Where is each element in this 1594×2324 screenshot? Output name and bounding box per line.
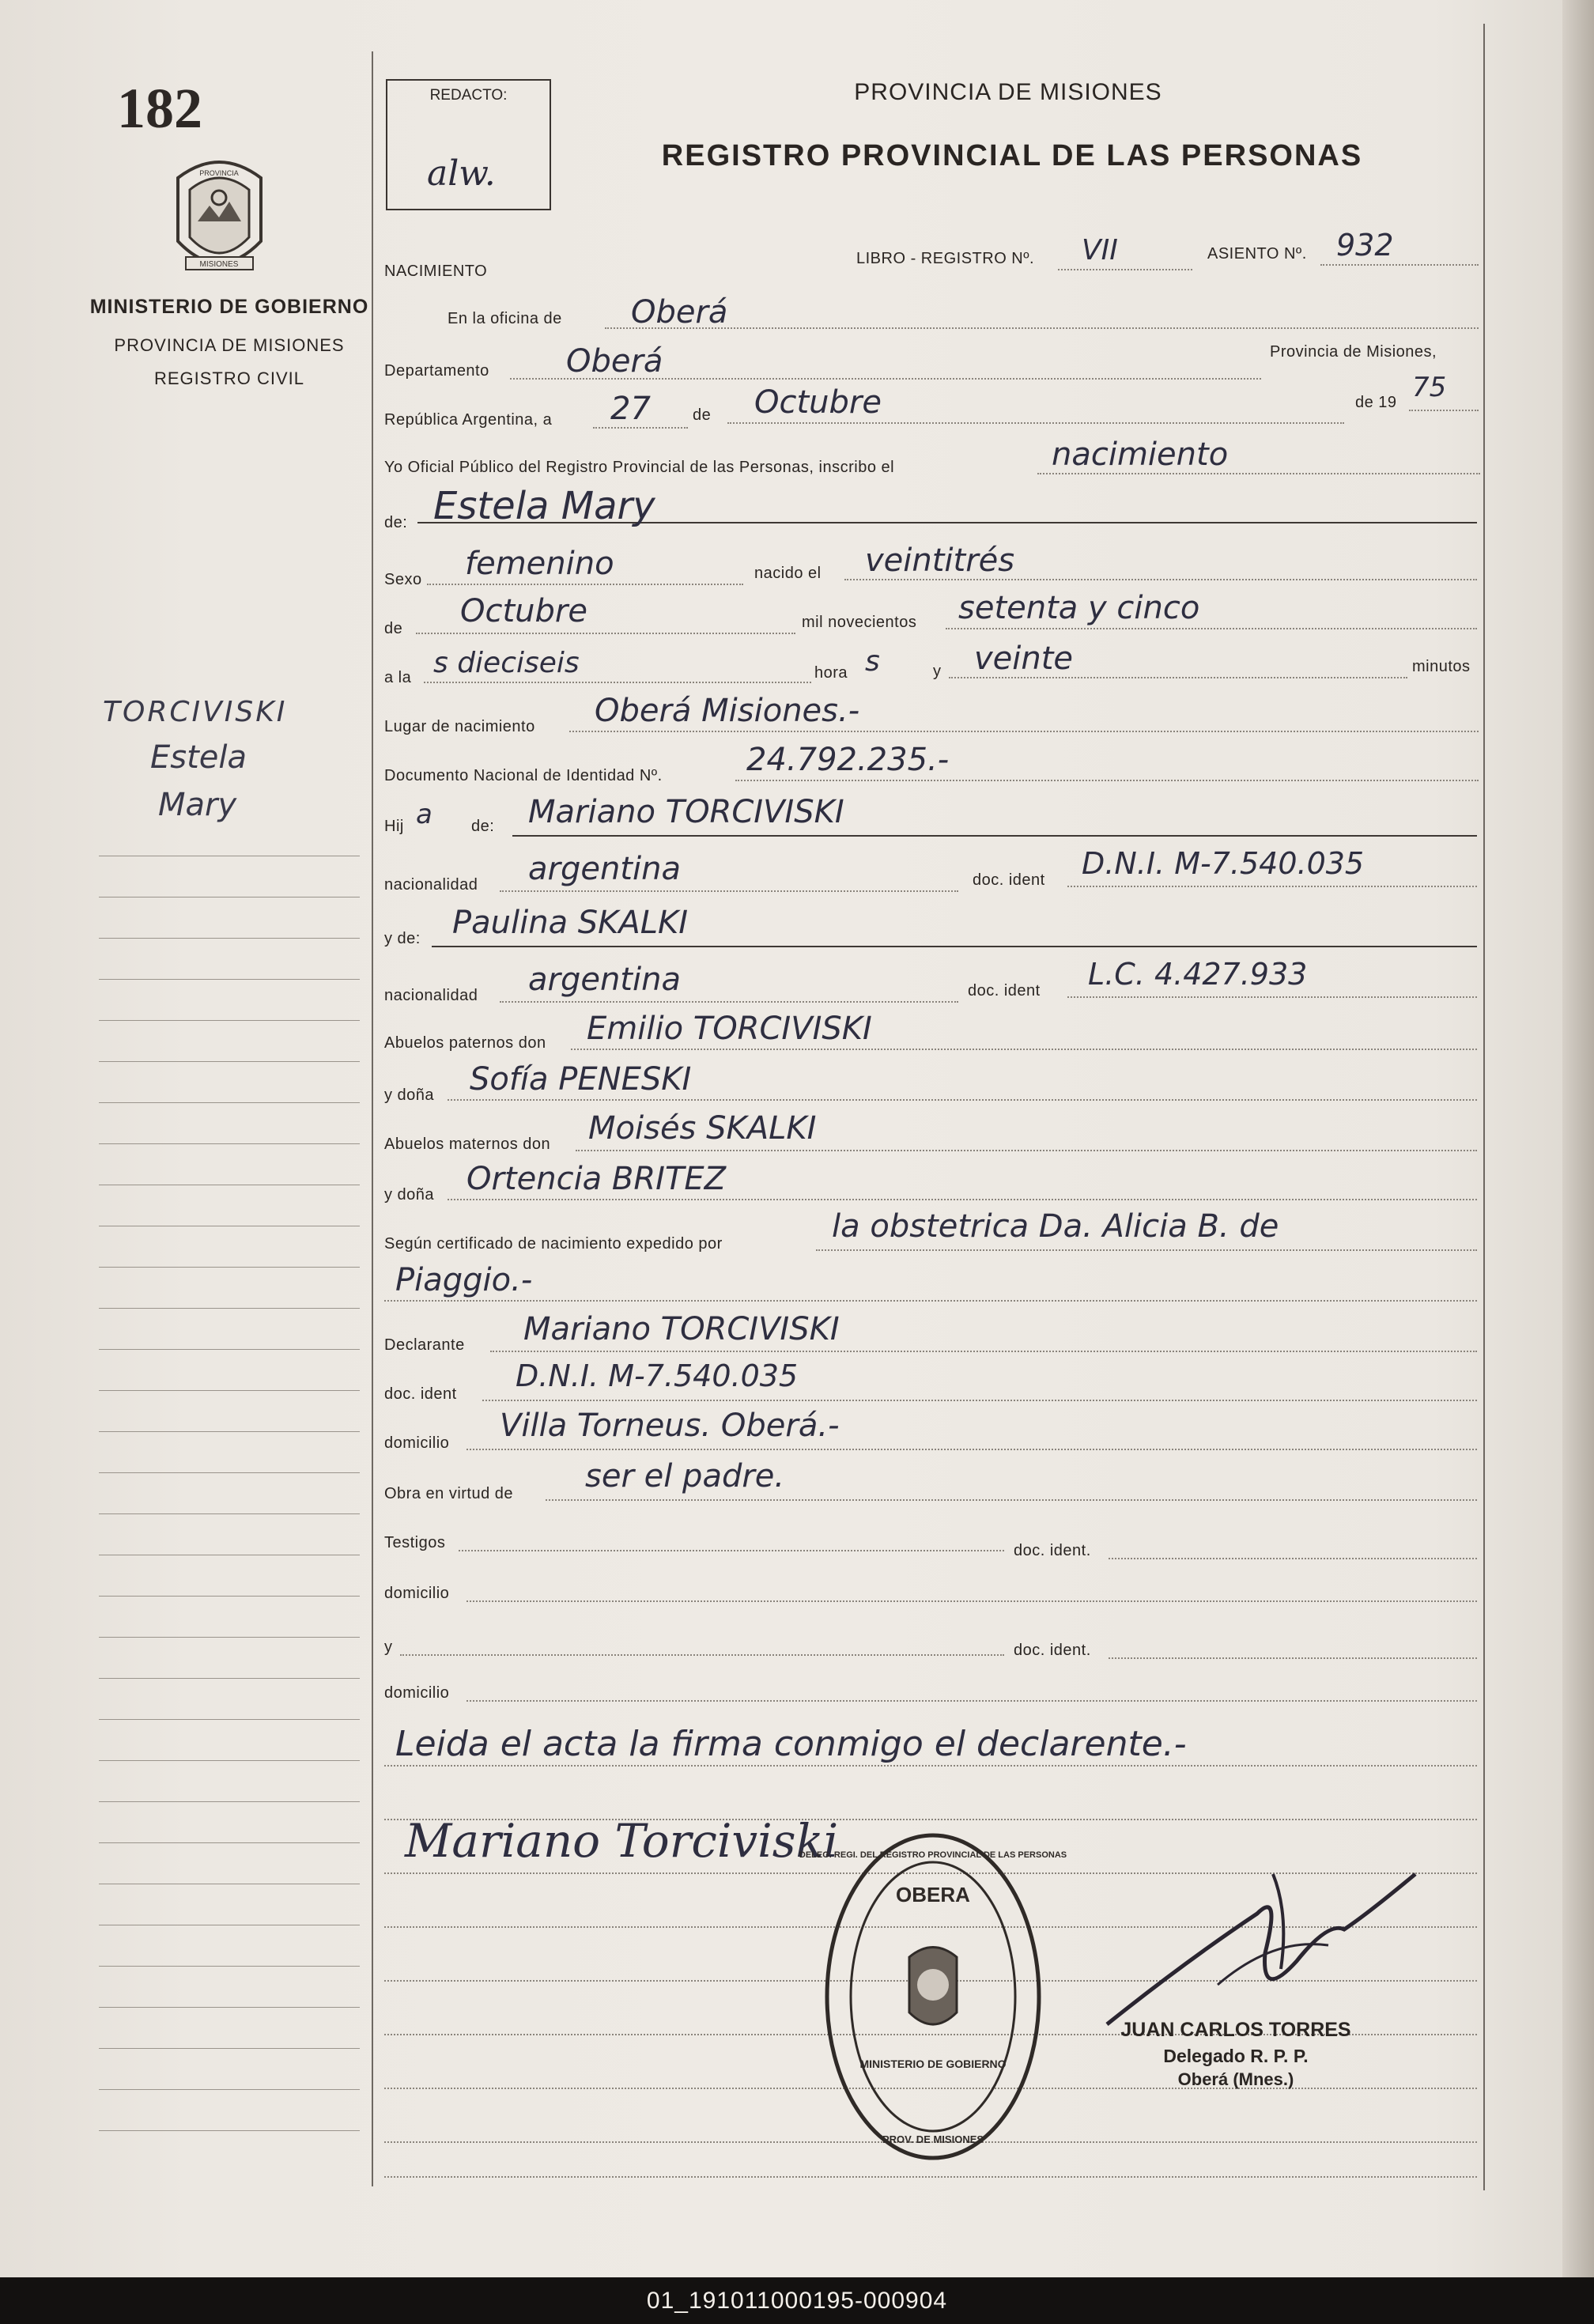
testigo2-domicilio-label: domicilio bbox=[384, 1684, 450, 1702]
provincia-left-label: PROVINCIA DE MISIONES bbox=[114, 335, 345, 355]
padre-doc-value: D.N.I. M-7.540.035 bbox=[1082, 846, 1365, 881]
domicilio-value: Villa Torneus. Oberá.- bbox=[500, 1408, 840, 1444]
certificado-label: Según certificado de nacimiento expedido por bbox=[384, 1235, 723, 1253]
stamp-city: OBERA bbox=[896, 1883, 970, 1906]
abuela-paterna-value: Sofía PENESKI bbox=[470, 1061, 692, 1098]
padre-doc-label: doc. ident bbox=[973, 871, 1045, 889]
hijo-label: Hij bbox=[384, 818, 404, 835]
certificado-value-2: Piaggio.- bbox=[395, 1262, 533, 1298]
y-testigo-label: y bbox=[384, 1638, 393, 1656]
dona-paterna-label: y doña bbox=[384, 1086, 435, 1104]
republica-label: República Argentina, a bbox=[384, 411, 553, 429]
stamp-inner: MINISTERIO DE GOBIERNO bbox=[859, 2058, 1007, 2070]
abuelo-paterno-value: Emilio TORCIVISKI bbox=[587, 1011, 872, 1047]
certificado-value-1: la obstetrica Da. Alicia B. de bbox=[832, 1208, 1279, 1245]
nombre-value: Estela Mary bbox=[433, 484, 655, 528]
mes-value: Octubre bbox=[754, 384, 882, 421]
redacto-box bbox=[386, 79, 551, 210]
hijo-letter: a bbox=[416, 799, 432, 830]
de-mes-label: de bbox=[384, 620, 403, 637]
hora-s-value: s bbox=[865, 645, 880, 678]
stamp-ring-text: DELEG. REGI. DEL REGISTRO PROVINCIAL DE LAS PERSONAS bbox=[799, 1850, 1067, 1860]
nacido-anio-value: setenta y cinco bbox=[958, 590, 1200, 626]
hora-value: s dieciseis bbox=[433, 647, 580, 679]
y-label: y bbox=[933, 663, 942, 680]
padre-nacionalidad-value: argentina bbox=[528, 851, 681, 887]
testigo2-doc-label: doc. ident. bbox=[1014, 1642, 1091, 1659]
margin-name-2: Mary bbox=[158, 787, 237, 823]
mil-novecientos-label: mil novecientos bbox=[802, 614, 917, 631]
dni-label: Documento Nacional de Identidad Nº. bbox=[384, 767, 663, 784]
obra-label: Obra en virtud de bbox=[384, 1485, 514, 1502]
asiento-label: ASIENTO Nº. bbox=[1207, 245, 1307, 263]
declarante-doc-label: doc. ident bbox=[384, 1385, 457, 1403]
lugar-value: Oberá Misiones.- bbox=[595, 693, 860, 729]
stamp-bottom: PROV. DE MISIONES bbox=[882, 2133, 984, 2145]
padre-nacionalidad-label: nacionalidad bbox=[384, 876, 478, 894]
abuelo-materno-value: Moisés SKALKI bbox=[588, 1110, 817, 1147]
madre-doc-label: doc. ident bbox=[968, 982, 1041, 1000]
a-la-label: a la bbox=[384, 669, 412, 686]
redacto-initials: alw. bbox=[427, 153, 496, 194]
official-name: JUAN CARLOS TORRES bbox=[1120, 2019, 1351, 2041]
page-edge bbox=[1562, 0, 1594, 2277]
testigos-label: Testigos bbox=[384, 1534, 446, 1551]
oficina-label: En la oficina de bbox=[448, 310, 562, 327]
y-de-label: y de: bbox=[384, 930, 421, 947]
dia-value: 27 bbox=[610, 391, 651, 427]
madre-nacionalidad-value: argentina bbox=[528, 962, 681, 998]
testigo-domicilio-label: domicilio bbox=[384, 1585, 450, 1602]
madre-value: Paulina SKALKI bbox=[452, 905, 689, 941]
registro-civil-label: REGISTRO CIVIL bbox=[153, 368, 305, 388]
official-seal-icon bbox=[799, 1831, 1067, 2163]
crest-text-top: PROVINCIA bbox=[199, 169, 239, 177]
libro-value: VII bbox=[1082, 234, 1118, 266]
madre-nacionalidad-label: nacionalidad bbox=[384, 987, 478, 1004]
folio-number: 182 bbox=[117, 77, 202, 140]
declarante-doc-value: D.N.I. M-7.540.035 bbox=[516, 1359, 799, 1393]
anio-value: 75 bbox=[1412, 372, 1447, 403]
provincia-header: PROVINCIA DE MISIONES bbox=[854, 79, 1162, 105]
abuelos-paternos-label: Abuelos paternos don bbox=[384, 1034, 546, 1052]
abuelos-maternos-label: Abuelos maternos don bbox=[384, 1136, 551, 1153]
nacido-mes-value: Octubre bbox=[460, 593, 587, 629]
lugar-label: Lugar de nacimiento bbox=[384, 718, 535, 735]
margin-surname: TORCIVISKI bbox=[103, 696, 288, 728]
departamento-value: Oberá bbox=[566, 343, 663, 380]
asiento-value: 932 bbox=[1336, 228, 1394, 263]
firma-declarante: Mariano Torciviski bbox=[405, 1814, 839, 1868]
official-city: Oberá (Mnes.) bbox=[1177, 2069, 1294, 2089]
nacido-label: nacido el bbox=[754, 565, 822, 582]
redacto-label: REDACTO: bbox=[429, 87, 508, 104]
oficial-label: Yo Oficial Público del Registro Provincial de las Personas, inscribo el bbox=[384, 459, 895, 476]
registro-title: REGISTRO PROVINCIAL DE LAS PERSONAS bbox=[661, 139, 1363, 172]
footer-code: 01_191011000195-000904 bbox=[0, 2277, 1594, 2324]
declarante-value: Mariano TORCIVISKI bbox=[523, 1311, 840, 1347]
padre-value: Mariano TORCIVISKI bbox=[528, 794, 844, 830]
abuela-materna-value: Ortencia BRITEZ bbox=[466, 1161, 727, 1197]
anio-label: de 19 bbox=[1355, 394, 1397, 411]
oficina-value: Oberá bbox=[631, 294, 728, 331]
de-nombre-label: de: bbox=[384, 514, 408, 531]
de-label: de bbox=[693, 406, 712, 424]
acta-type-label: NACIMIENTO bbox=[384, 263, 488, 280]
sexo-value: femenino bbox=[465, 546, 614, 582]
margin-name-1: Estela bbox=[150, 739, 247, 776]
delegate-signature-icon bbox=[1091, 1842, 1423, 2032]
obra-value: ser el padre. bbox=[585, 1458, 785, 1495]
official-role: Delegado R. P. P. bbox=[1163, 2046, 1309, 2066]
declarante-label: Declarante bbox=[384, 1336, 465, 1354]
libro-label: LIBRO - REGISTRO Nº. bbox=[856, 250, 1035, 267]
ministerio-label: MINISTERIO DE GOBIERNO bbox=[89, 296, 369, 318]
right-border bbox=[1483, 24, 1485, 2190]
sexo-label: Sexo bbox=[384, 571, 422, 588]
dni-value: 24.792.235.- bbox=[746, 742, 950, 778]
cierre-text: Leida el acta la firma conmigo el declarente.- bbox=[395, 1724, 1187, 1764]
hijo-de-label: de: bbox=[471, 818, 495, 835]
nacido-dia-value: veintitrés bbox=[865, 542, 1015, 579]
provincial-crest-icon bbox=[162, 154, 277, 285]
margin-ruled-lines bbox=[99, 856, 360, 2171]
crest-text-bottom: MISIONES bbox=[199, 260, 239, 269]
hora-label: hora bbox=[814, 664, 848, 682]
minutos-value: veinte bbox=[974, 641, 1074, 677]
inscribo-value: nacimiento bbox=[1052, 436, 1229, 473]
domicilio-label: domicilio bbox=[384, 1434, 450, 1452]
provincia-misiones-label: Provincia de Misiones, bbox=[1270, 343, 1437, 361]
departamento-label: Departamento bbox=[384, 362, 489, 380]
minutos-label: minutos bbox=[1412, 658, 1471, 675]
madre-doc-value: L.C. 4.427.933 bbox=[1088, 957, 1308, 992]
dona-materna-label: y doña bbox=[384, 1186, 435, 1204]
testigo-doc-label: doc. ident. bbox=[1014, 1542, 1091, 1559]
